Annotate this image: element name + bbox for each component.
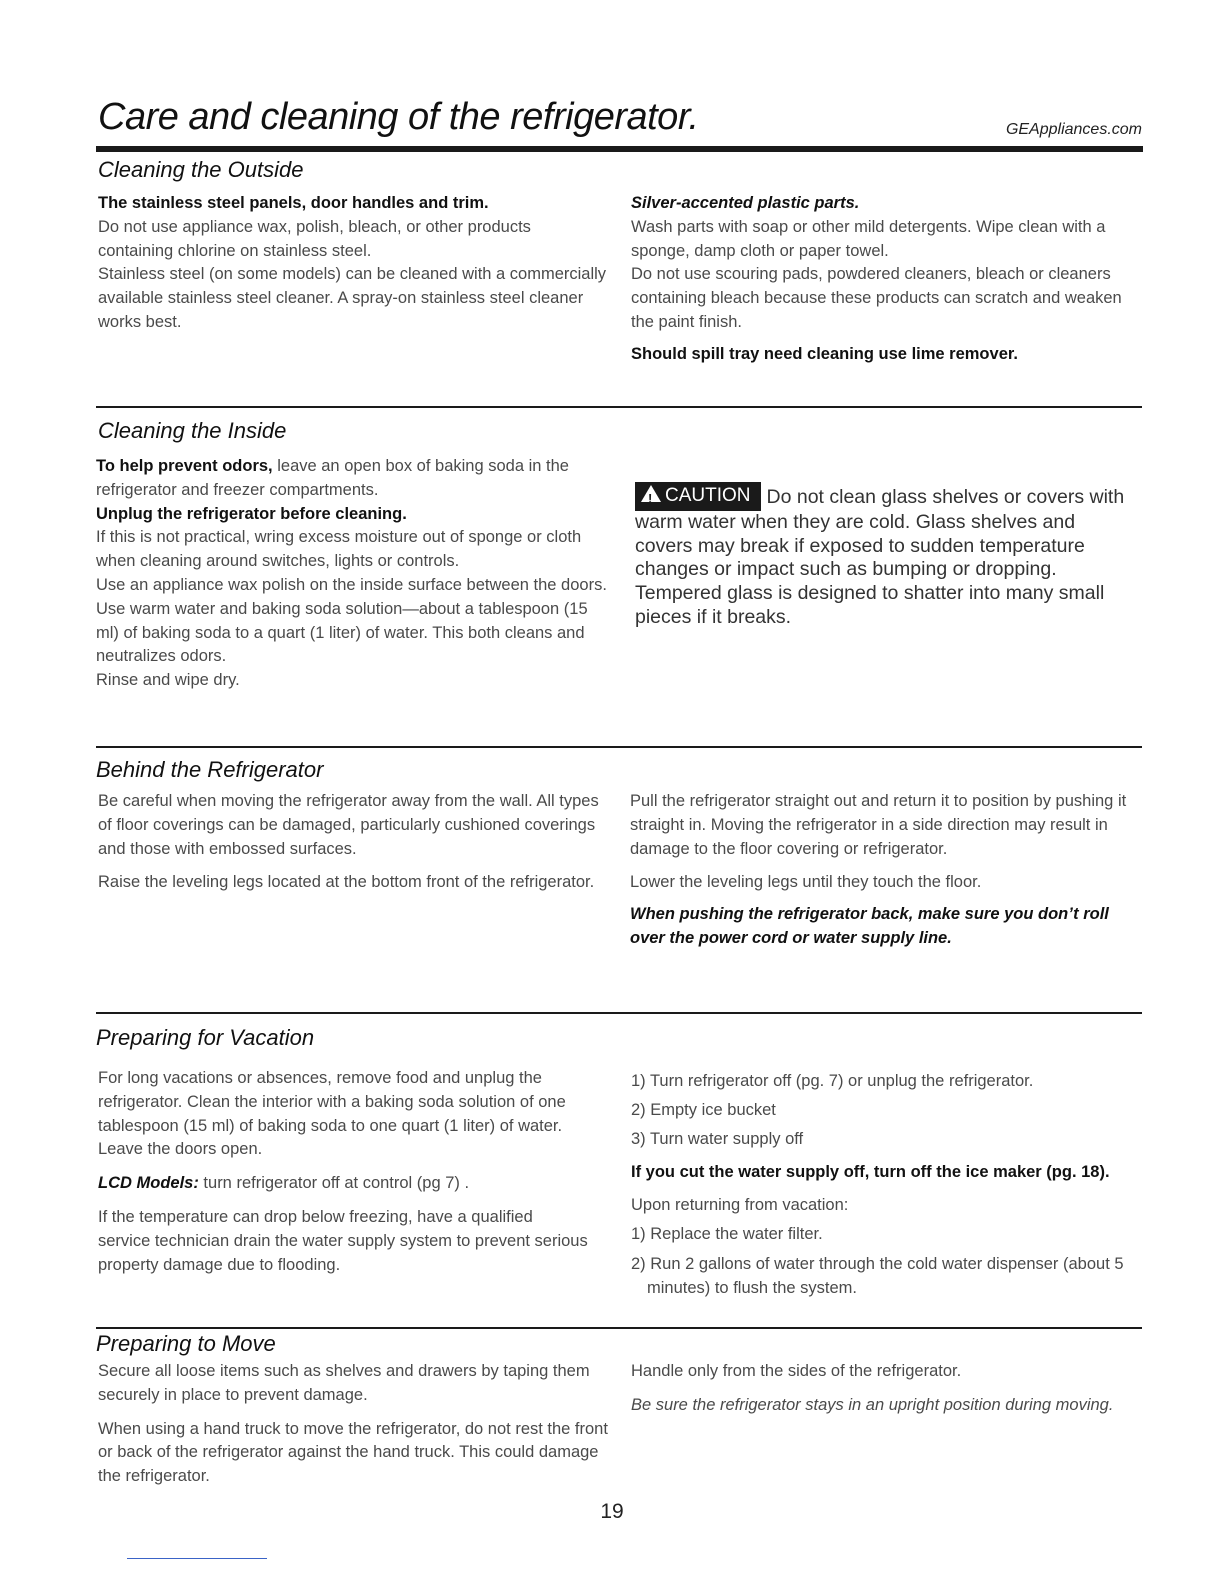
outside-right-subheading: Silver-accented plastic parts. — [631, 194, 860, 212]
outside-right-column — [631, 192, 1141, 367]
section-heading-move: Preparing to Move — [96, 1331, 276, 1356]
behind-left-paragraph-1: Be careful when moving the refrigerator away from the wall. All types of floor coverings can be damaged, particularly cushioned coverings and those with embossed surfaces. — [98, 792, 599, 858]
vacation-returning-label: Upon returning from vacation: — [631, 1196, 849, 1214]
behind-left-paragraph-2: Raise the leveling legs located at the bottom front of the refrigerator. — [98, 873, 595, 892]
inside-left-column — [96, 455, 608, 693]
inside-left-paragraph-3: Use warm water and baking soda solution—about a tablespoon (15 ml) of baking soda to a quart (1 liter) of water. This both cleans and neutralizes odors. — [96, 599, 588, 666]
behind-right-warning: When pushing the refrigerator back, make sure you don’t roll over the power cord or water supply line. — [630, 905, 1109, 947]
move-right-column — [631, 1360, 1141, 1418]
section-divider — [96, 746, 1142, 748]
vacation-return-step: 1) Replace the water filter. — [631, 1225, 823, 1243]
outside-right-paragraph-2: Do not use scouring pads, powdered cleaners, bleach or cleaners containing bleach because these products can scratch and weaken the paint finish. — [631, 265, 1122, 331]
vacation-step: 3) Turn water supply off — [631, 1130, 804, 1148]
behind-left-column — [98, 790, 610, 895]
outside-right-paragraph-1: Wash parts with soap or other mild detergents. Wipe clean with a sponge, damp cloth or paper towel. — [631, 217, 1106, 260]
inside-odors-paragraph — [96, 455, 608, 503]
footer-line — [127, 1558, 267, 1559]
caution-text: Do not clean glass shelves or covers with warm water when they are cold. Glass shelves and covers may break if exposed to sudden temperature changes or impact such as bumping or dropping. Tempered glass is designed to shatter into many small pieces if it breaks. — [635, 486, 1125, 628]
behind-right-column — [630, 790, 1140, 951]
section-heading-inside: Cleaning the Inside — [98, 418, 287, 443]
inside-odors-bold: To help prevent odors, — [96, 457, 273, 475]
inside-left-paragraph-4: Rinse and wipe dry. — [96, 671, 240, 690]
vacation-right-column — [631, 1067, 1143, 1300]
inside-odors-text: leave an open box of baking soda in the refrigerator and freezer compartments. — [96, 457, 569, 499]
section-heading-vacation: Preparing for Vacation — [96, 1025, 315, 1050]
vacation-ice-maker-note: If you cut the water supply off, turn off the ice maker (pg. 18). — [631, 1163, 1110, 1181]
vacation-lcd-paragraph — [98, 1172, 588, 1196]
inside-left-paragraph-2: Use an appliance wax polish on the inside surface between the doors. — [96, 575, 607, 594]
inside-left-paragraph-1: If this is not practical, wring excess moisture out of sponge or cloth when cleaning around switches, lights or controls. — [96, 528, 582, 571]
vacation-lcd-label: LCD Models: — [98, 1174, 199, 1193]
vacation-return-steps-list — [631, 1222, 1143, 1300]
vacation-return-step: 2) Run 2 gallons of water through the cold water dispenser (about 5 minutes) to flush the system. — [631, 1255, 1124, 1297]
outside-right-note: Should spill tray need cleaning use lime remover. — [631, 344, 1018, 363]
outside-left-subheading: The stainless steel panels, door handles and trim. — [98, 194, 489, 212]
outside-left-paragraph-1: Do not use appliance wax, polish, bleach, or other products containing chlorine on stainless steel. — [98, 217, 531, 260]
page-title: Care and cleaning of the refrigerator. — [98, 96, 699, 138]
section-heading-behind: Behind the Refrigerator — [96, 757, 324, 782]
outside-left-column — [98, 192, 608, 335]
outside-left-paragraph-2: Stainless steel (on some models) can be cleaned with a commercially available stainless steel cleaner. A spray-on stainless steel cleaner works best. — [98, 265, 607, 331]
header-rule — [96, 146, 1143, 152]
vacation-left-paragraph-1: For long vacations or absences, remove food and unplug the refrigerator. Clean the interior with a baking soda solution of one tablespoon (15 ml) of baking soda to one quart (1 liter) of water. Leave the doors open. — [98, 1069, 566, 1159]
section-heading-outside: Cleaning the Outside — [98, 157, 304, 182]
inside-unplug-note: Unplug the refrigerator before cleaning. — [96, 504, 407, 523]
move-right-paragraph-2: Be sure the refrigerator stays in an upright position during moving. — [631, 1395, 1114, 1414]
move-left-paragraph-1: Secure all loose items such as shelves and drawers by taping them securely in place to prevent damage. — [98, 1362, 590, 1404]
vacation-step: 1) Turn refrigerator off (pg. 7) or unplug the refrigerator. — [631, 1072, 1034, 1090]
section-divider — [96, 406, 1142, 408]
behind-right-paragraph-1: Pull the refrigerator straight out and return it to position by pushing it straight in. Moving the refrigerator in a side direction may result in damage to the floor covering or refrigerator. — [630, 792, 1127, 858]
vacation-left-column — [98, 1067, 588, 1277]
caution-badge — [635, 482, 761, 511]
move-left-column — [98, 1360, 608, 1489]
caution-block — [635, 482, 1125, 630]
section-divider — [96, 1327, 1142, 1329]
caution-label: CAUTION — [665, 485, 751, 506]
section-divider — [96, 1012, 1142, 1014]
vacation-steps-list — [631, 1067, 1143, 1154]
website-label: GEAppliances.com — [1005, 121, 1142, 138]
vacation-lcd-text: turn refrigerator off at control (pg 7) . — [198, 1174, 470, 1193]
warning-triangle-icon: ! — [641, 485, 661, 502]
vacation-left-paragraph-3: If the temperature can drop below freezing, have a qualified service technician drain the water supply system to prevent serious property damage due to flooding. — [98, 1207, 588, 1274]
move-left-paragraph-2: When using a hand truck to move the refrigerator, do not rest the front or back of the refrigerator against the hand truck. This could damage the refrigerator. — [98, 1419, 608, 1486]
behind-right-paragraph-2: Lower the leveling legs until they touch the floor. — [630, 873, 982, 892]
page-number: 19 — [600, 1500, 624, 1523]
move-right-paragraph-1: Handle only from the sides of the refrigerator. — [631, 1362, 962, 1380]
vacation-step: 2) Empty ice bucket — [631, 1101, 776, 1119]
